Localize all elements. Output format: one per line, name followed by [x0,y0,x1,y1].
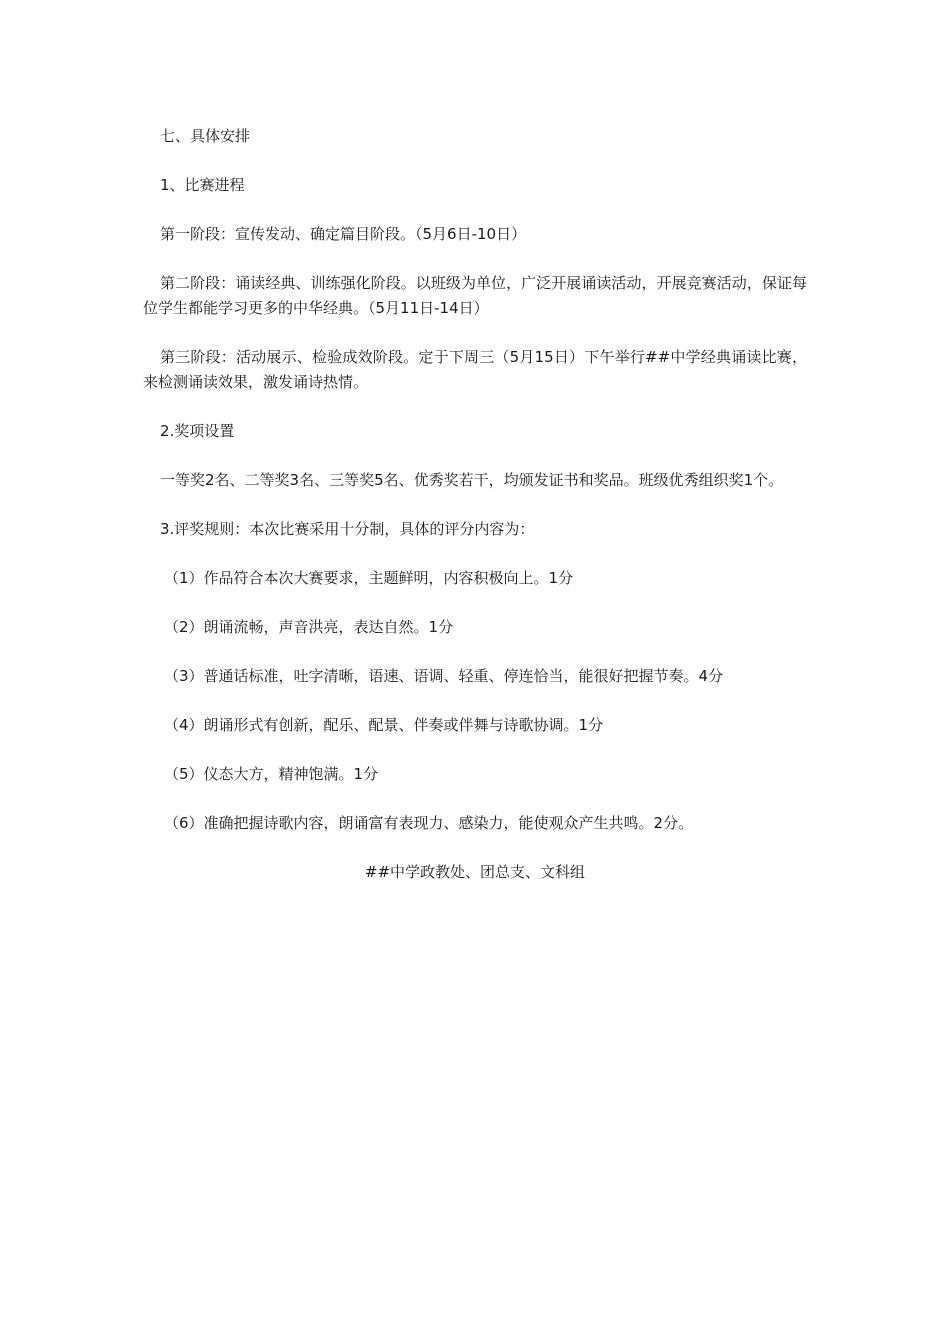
awards-paragraph: 一等奖2名、二等奖3名、三等奖5名、优秀奖若干，均颁发证书和奖品。班级优秀组织奖1个。 [160,471,784,489]
rule-item: （1）作品符合本次大赛要求，主题鲜明，内容积极向上。1分 [164,569,574,587]
rule-item: （4）朗诵形式有创新，配乐、配景、伴奏或伴舞与诗歌协调。1分 [164,716,604,734]
document-body [143,124,807,909]
stage-two-paragraph: 第二阶段：诵读经典、训练强化阶段。以班级为单位，广泛开展诵读活动，开展竞赛活动，保证每位学生都能学习更多的中华经典。（5月11日-14日） [143,274,807,317]
rule-item: （2）朗诵流畅，声音洪亮，表达自然。1分 [164,618,454,636]
section-heading: 七、具体安排 [160,127,251,145]
rule-item: （5）仪态大方，精神饱满。1分 [164,765,379,783]
subheading-awards: 2.奖项设置 [160,422,235,440]
signature-line: ##中学政教处、团总支、文科组 [364,863,586,881]
rules-intro: 3.评奖规则：本次比赛采用十分制，具体的评分内容为： [160,520,535,538]
rule-item: （3）普通话标准，吐字清晰，语速、语调、轻重、停连恰当，能很好把握节奏。4分 [164,667,724,685]
subheading-progress: 1、比赛进程 [160,176,245,194]
stage-three-paragraph: 第三阶段：活动展示、检验成效阶段。定于下周三（5月15日）下午举行##中学经典诵读比赛，来检测诵读效果，激发诵诗热情。 [143,348,807,391]
stage-one-paragraph: 第一阶段：宣传发动、确定篇目阶段。（5月6日-10日） [160,225,527,243]
rule-item: （6）准确把握诗歌内容，朗诵富有表现力、感染力，能使观众产生共鸣。2分。 [164,814,694,832]
